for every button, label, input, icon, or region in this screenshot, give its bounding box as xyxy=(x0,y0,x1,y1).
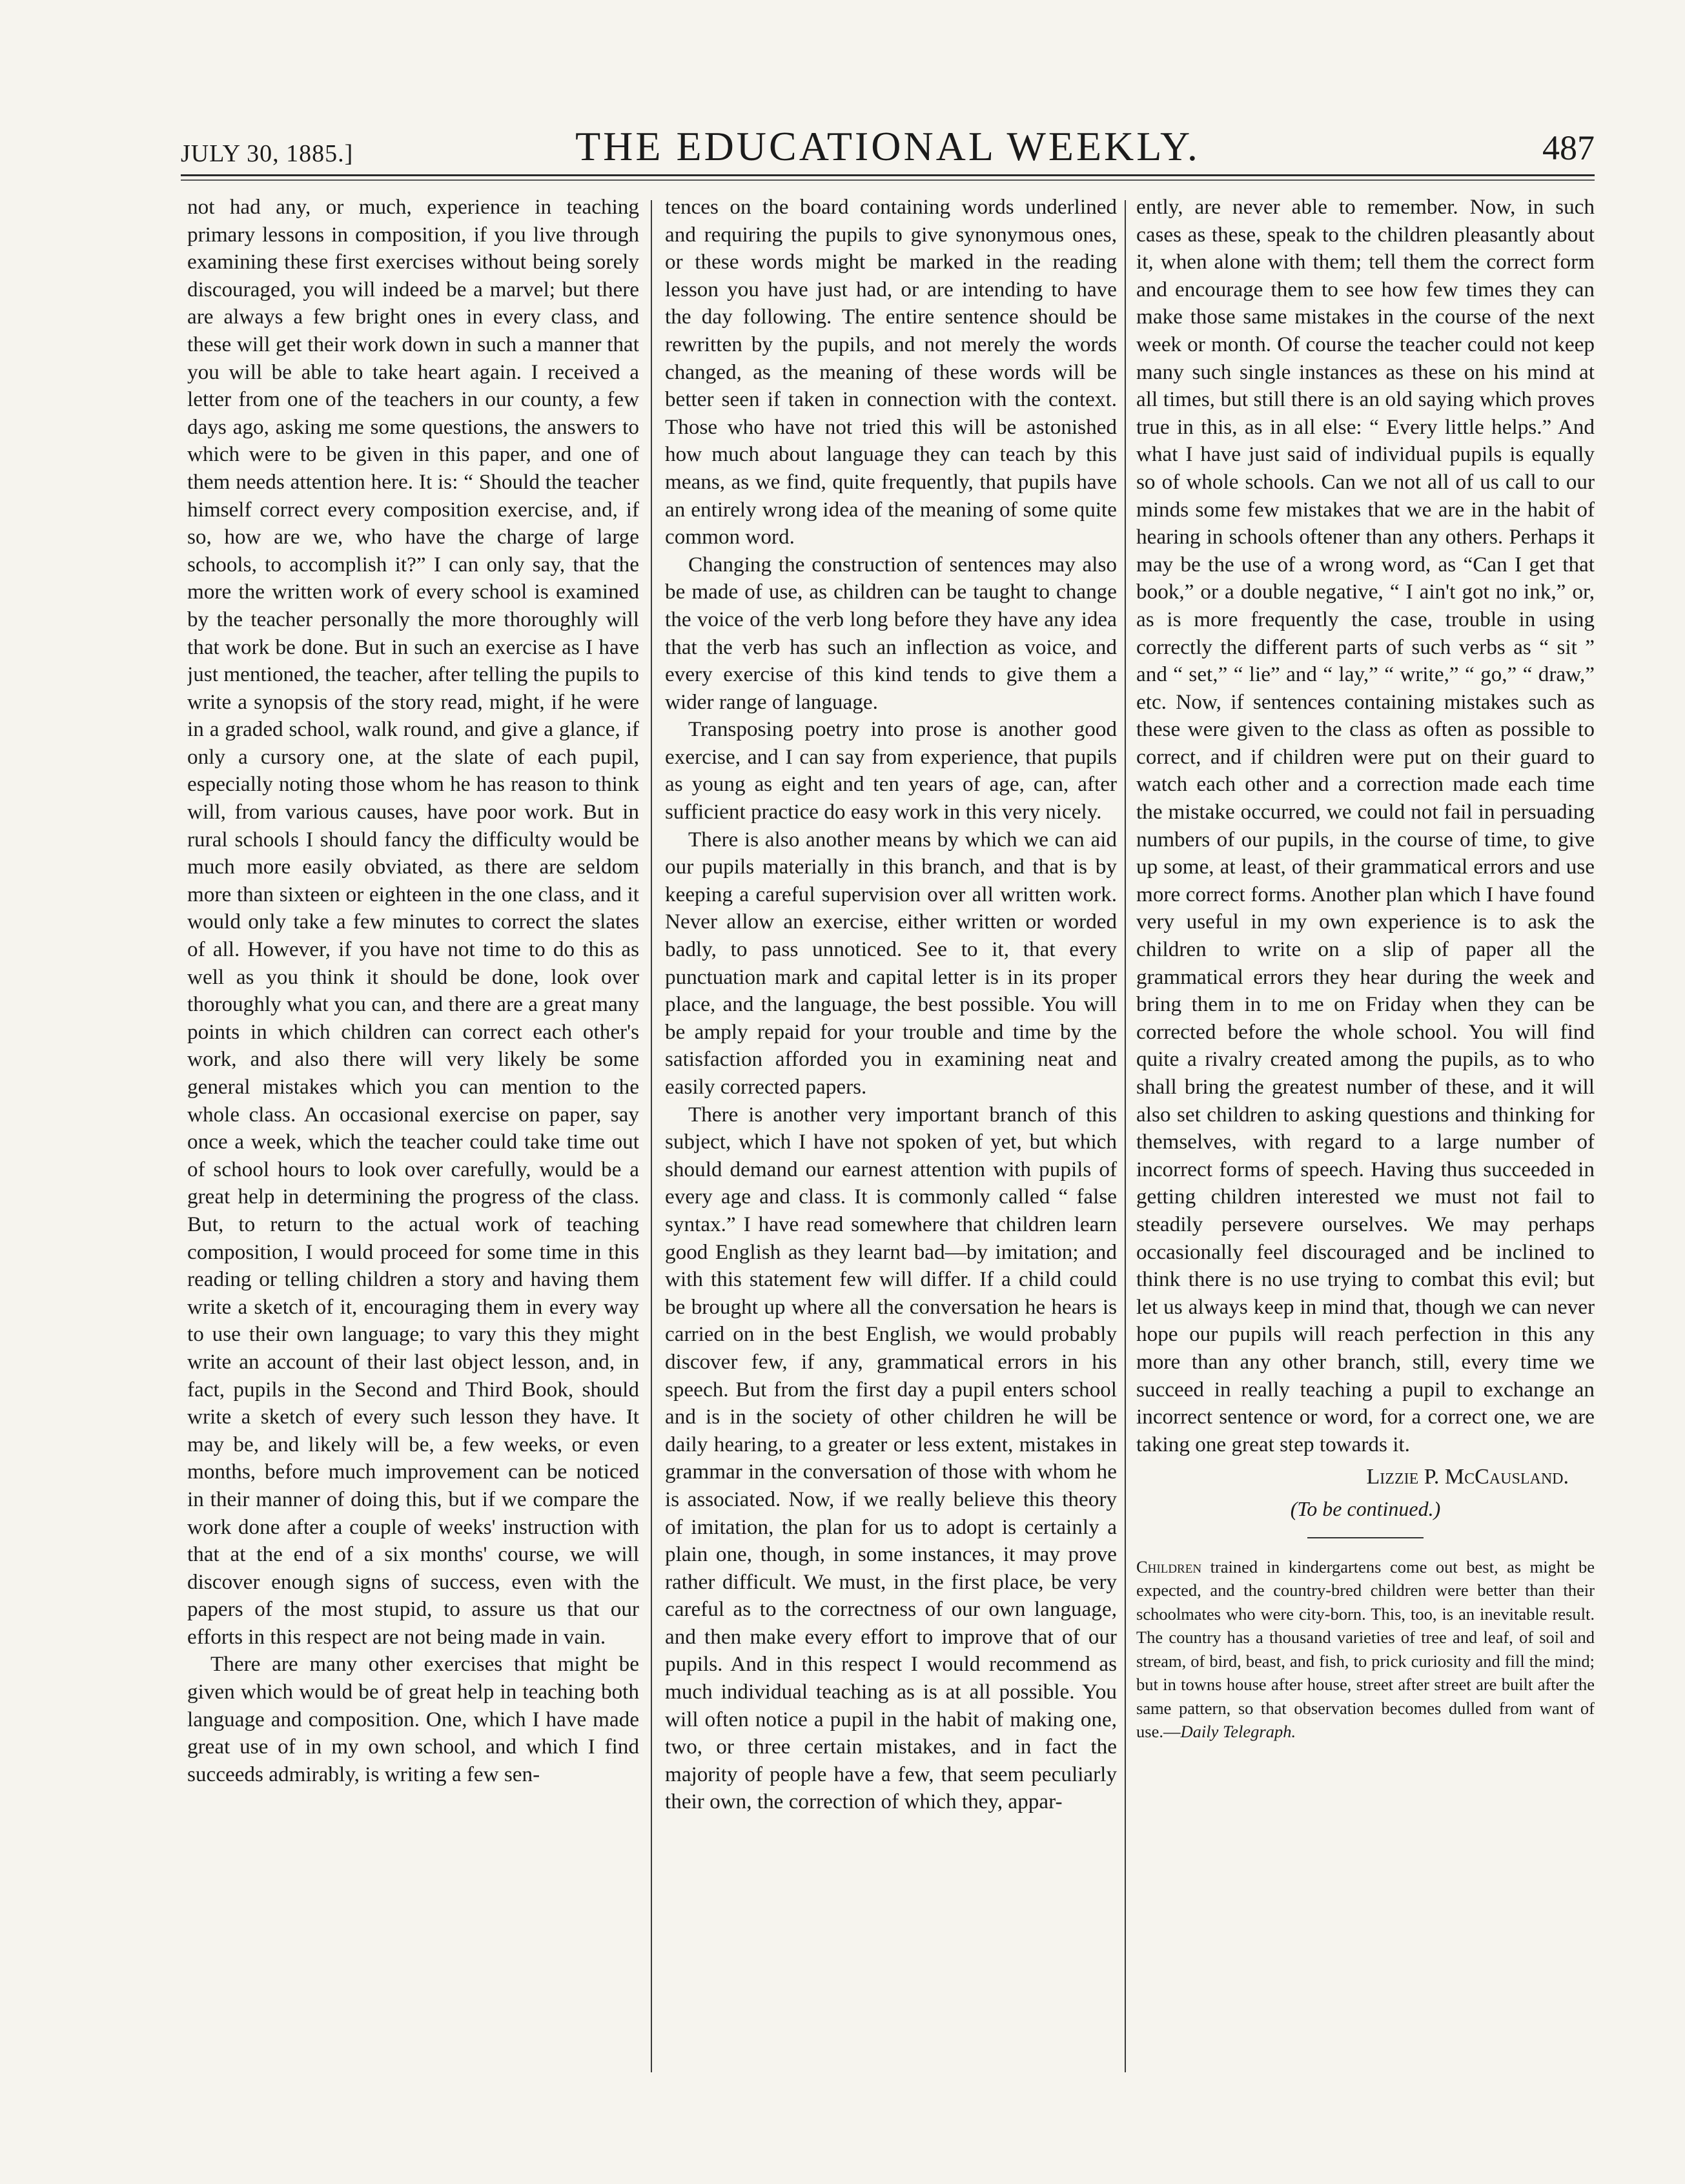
paragraph: There is another very important branch of this subject, which I have not spoken of yet, but which should demand our earnest attention with pupils of every age and class. It is commonly called “ false syntax.” I have read somewhere that children learn good English as they learnt bad—by imitation; and with this statement few will differ. If a child could be brought up where all the conversation he hears is carried on in the best English, we would probably discover few, if any, grammatical errors in his speech. But from the first day a pupil enters school and is in the society of other children he will be daily hearing, to a greater or less extent, mistakes in grammar in the conversation of those with whom he is associated. Now, if we really believe this theory of imitation, the plan for us to adopt is certainly a plain one, though, in some instances, it may prove rather difficult. We must, in the first place, be very careful as to the correctness of our own language, and then make every effort to improve that of our pupils. And in this respect I would recommend as much individual teaching as is at all possible. You will often notice a pupil in the habit of making one, two, or three certain mistakes, and in fact the majority of people have a few, that seem peculiarly their own, the correction of which they, appar- xyxy=(665,1102,1117,1814)
column-3 xyxy=(1136,194,1595,2105)
column-1 xyxy=(187,194,639,2105)
paragraph: not had any, or much, experience in teaching primary lessons in composition, if you live through examining these first exercises without being sorely discouraged, you will indeed be a marvel; but there are always a few bright ones in every class, and these will get their work down in such a manner that you will be able to take heart again. I received a letter from one of the teachers in our county, a few days ago, asking me some questions, the answers to which were to be given in this paper, and one of them needs attention here. It is: “ Should the teacher himself correct every composition exercise, and, if so, how are we, who have the charge of large schools, to accomplish it?” I can only say, that the more the written work of every school is examined by the teacher personally the more thoroughly will that work be done. But in such an exercise as I have just mentioned, the teacher, after telling the pupils to write a synopsis of the story read, might, if he were in a graded school, walk round, and give a glance, if only a cursory one, at the slate of each pupil, especially noting those whom he has reason to think will, from various causes, have poor work. But in rural schools I should fancy the difficulty would be much more easily obviated, as there are seldom more than sixteen or eighteen in the one class, and it would only take a few minutes to correct the slates of all. However, if you have not time to do this as well as you think it should be done, look over thoroughly what you can, and there are a great many points in which children can correct each other's work, and also there will very likely be some general mistakes which you can mention to the whole class. An occasional exercise on paper, say once a week, which the teacher could take time out of school hours to look over carefully, would be a great help in determining the progress of the class. But, to return to the actual work of teaching composition, I would proceed for some time in this reading or telling children a story and having them write a sketch of it, encouraging them in every way to use their own language; to vary this they might write an account of their last object lesson, and, in fact, pupils in the Second and Third Book, should write a sketch of every such lesson they have. It may be, and likely will be, a few weeks, or even months, before much improvement can be noticed in their manner of doing this, but if we compare the work done after a couple of weeks' instruction with that at the end of a six months' course, we will discover enough signs of success, even with the papers of the most stupid, to assure us that our efforts in this respect are not being made in vain. xyxy=(187,195,639,1649)
author-signature: Lizzie P. McCausland. xyxy=(1366,1465,1569,1489)
header-rule xyxy=(181,174,1595,181)
paragraph: There is also another means by which we can aid our pupils materially in this branch, and that is by keeping a careful supervision over all written work. Never allow an exercise, either written or worded badly, to pass unnoticed. See to it, that every punctuation mark and capital letter is in its proper place, and the language, the best possible. You will be amply repaid for your trouble and time by the satisfaction afforded you in examining neat and easily corrected papers. xyxy=(665,827,1117,1099)
divider-rule xyxy=(1307,1537,1424,1538)
page-number: 487 xyxy=(1542,128,1595,167)
paragraph: ently, are never able to remember. Now, in such cases as these, speak to the children pleasantly about it, when alone with them; tell them the correct form and encourage them to see how few times they can make those same mistakes in the course of the next week or month. Of course the teacher could not keep many such single instances as these on his mind at all times, but still there is an old saying which proves true in this, as in all else: “ Every little helps.” And what I have just said of individual pupils is equally so of whole schools. Can we not all of us call to our minds some few mistakes that we are in the habit of hearing in schools oftener than any others. Perhaps it may be the use of a wrong word, as “Can I get that book,” or a double negative, “ I ain't got no ink,” or, as is more frequently the case, trouble in using correctly the different parts of such verbs as “ sit ” and “ set,” “ lie” and “ lay,” “ write,” “ go,” “ draw,” etc. Now, if sentences containing mistakes such as these were given to the class as often as possible to correct, and if children were put on their guard to watch each other and a correction made each time the mistake occurred, we could not fail in persuading numbers of our pupils, in the course of time, to give up some, at least, of their grammatical errors and use more correct forms. Another plan which I have found very useful in my own experience is to ask the children to write on a slip of paper all the grammatical errors they hear during the week and bring them in to me on Friday when they can be corrected before the whole school. You will find quite a rivalry created among the pupils, as to who shall bring the greatest number of these, and it will also set children to asking questions and thinking for themselves, with regard to a large number of incorrect forms of speech. Having thus succeeded in getting children interested we must not fail to steadily persevere ourselves. We may perhaps occasionally feel discouraged and be inclined to think there is no use trying to combat this evil; but let us always keep in mind that, though we can never hope our pupils will reach perfection in this any more than any other branch, still, every time we succeed in really teaching a pupil to exchange an incorrect sentence or word, for a correct one, we are taking one great step towards it. xyxy=(1136,195,1595,1456)
paragraph: Transposing poetry into prose is another good exercise, and I can say from experience, that pupils as young as eight and ten years of age, can, after sufficient practice do easy work in this very nicely. xyxy=(665,717,1117,824)
paragraph: Changing the construction of sentences may also be made of use, as children can be taught to change the voice of the verb long before they have any idea that the verb has such an inflection as voice, and every exercise of this kind tends to give them a wider range of language. xyxy=(665,552,1117,714)
issue-date: JULY 30, 1885.] xyxy=(181,140,354,167)
masthead-title: THE EDUCATIONAL WEEKLY. xyxy=(575,123,1200,169)
column-divider xyxy=(1125,200,1126,2072)
note-source: Daily Telegraph. xyxy=(1180,1722,1296,1741)
column-divider xyxy=(651,200,652,2072)
news-note xyxy=(1136,1555,1595,1744)
paragraph: tences on the board containing words underlined and requiring the pupils to give synonymous ones, or these words might be marked in the reading lesson you have just had, or are intending to have the day following. The entire sentence should be rewritten by the pupils, and not merely the words changed, as the meaning of these words will be better seen if taken in connection with the context. Those who have not tried this will be astonished how much about language they can teach by this means, as we find, quite frequently, that pupils have an entirely wrong idea of the meaning of some quite common word. xyxy=(665,195,1117,549)
note-body: trained in kindergartens come out best, as might be expected, and the country-bred children were better than their schoolmates who were city-born. This, too, is an inevitable result. The country has a thousand varieties of tree and leaf, of soil and stream, of bird, beast, and fish, to prick curiosity and fill the mind; but in towns house after house, street after street are built after the same pattern, so that observation becomes dulled from want of use.— xyxy=(1136,1556,1595,1741)
page-header xyxy=(181,123,1595,181)
to-be-continued: (To be continued.) xyxy=(1290,1496,1441,1520)
paragraph: There are many other exercises that might be given which would be of great help in teaching both language and composition. One, which I have made great use of in my own school, and which I find succeeds admirably, is writing a few sen- xyxy=(187,1652,639,1786)
column-2 xyxy=(665,194,1117,2105)
note-lead: Children xyxy=(1136,1556,1202,1577)
